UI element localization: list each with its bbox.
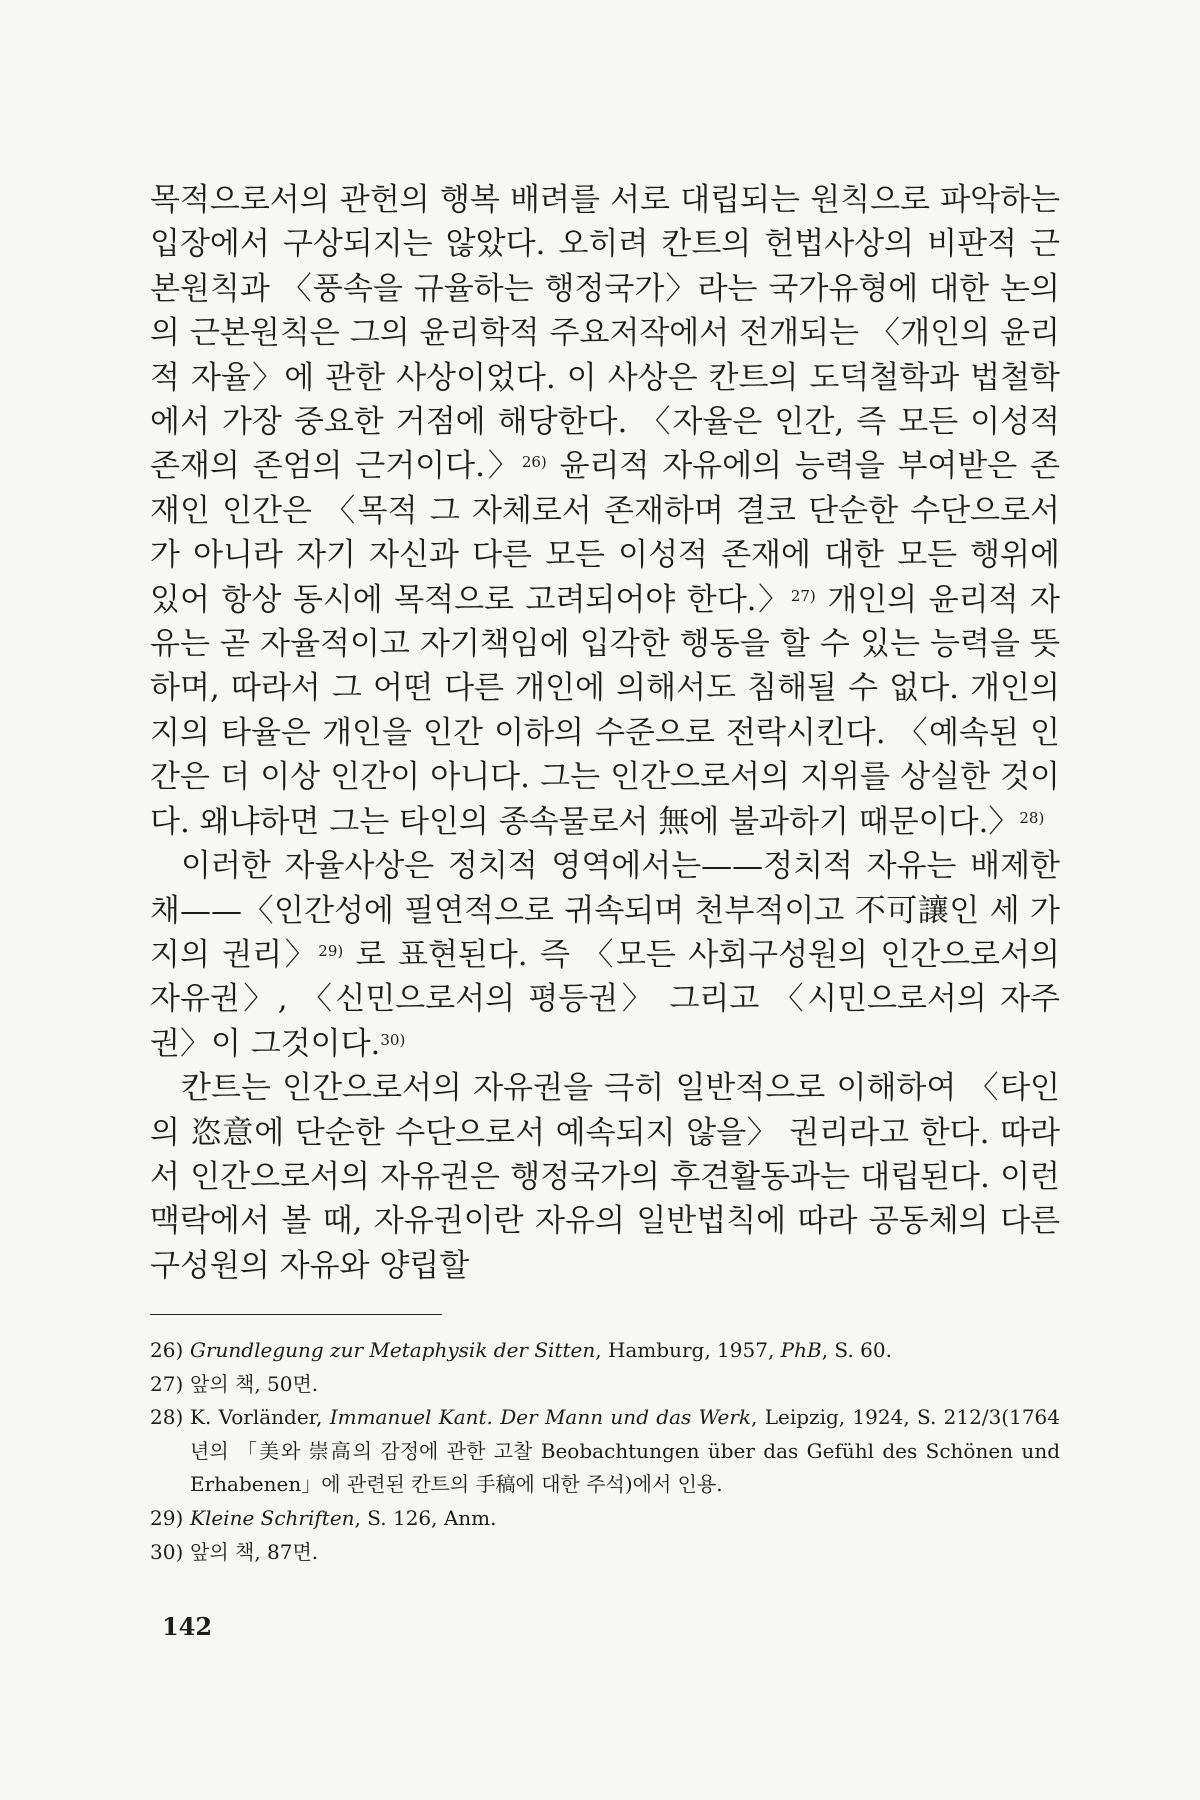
footnote-author: K. Vorländer,: [190, 1405, 330, 1430]
paragraph-1-text-b: 윤리적 자유에의 능력을 부여받은 존재인 인간은 〈목적 그 자체로서 존재하며 결코 단순한 수단으로서가 아니라 자기 자신과 다른 모든 이성적 존재에 대한 모든 행위에 있어 항상 동시에 목적으로 고려되어야 한다.〉: [150, 448, 1060, 618]
footnote-28: [150, 1401, 1060, 1502]
paragraph-3: [150, 1066, 1060, 1288]
footnote-26: [150, 1334, 1060, 1368]
footnote-number: 26): [150, 1338, 184, 1362]
footnote-number: 27): [150, 1371, 184, 1396]
footnote-text: , Hamburg, 1957,: [595, 1338, 781, 1362]
footnote-divider: [150, 1314, 442, 1315]
main-text: [150, 178, 1060, 1288]
footnote-title: Kleine Schriften: [190, 1505, 355, 1530]
footnote-ref-26: 26): [521, 453, 547, 472]
paragraph-1-text-c: 개인의 윤리적 자유는 곧 자율적이고 자기책임에 입각한 행동을 할 수 있는 능력을 뜻하며, 따라서 그 어떤 다른 개인에 의해서도 침해될 수 없다. 개인의지의 타율은 개인을 인간 이하의 수준으로 전락시킨다. 〈예속된 인간은 더 이상 인간이 아니다. 그는 인간으로서의 지위를 상실한 것이다. 왜냐하면 그는 타인의 종속물로서 無에 불과하기 때문이다.〉: [150, 581, 1060, 840]
footnote-text: , S. 60.: [821, 1338, 892, 1362]
footnote-text: , S. 126, Anm.: [354, 1505, 497, 1530]
footnote-series: PhB: [780, 1338, 822, 1362]
footnote-number: 28): [150, 1405, 184, 1430]
footnote-ref-28: 28): [1019, 808, 1045, 827]
paragraph-3-text: 칸트는 인간으로서의 자유권을 극히 일반적으로 이해하여 〈타인의 恣意에 단순한 수단으로서 예속되지 않을〉 권리라고 한다. 따라서 인간으로서의 자유권은 행정국가의 후견활동과는 대립된다. 이런 맥락에서 볼 때, 자유권이란 자유의 일반법칙에 따라 공동체의 다른 구성원의 자유와 양립할: [150, 1070, 1060, 1284]
footnote-number: 30): [150, 1539, 184, 1564]
paragraph-1-text-a: 목적으로서의 관헌의 행복 배려를 서로 대립되는 원칙으로 파악하는 입장에서 구상되지는 않았다. 오히려 칸트의 헌법사상의 비판적 근본원칙과 〈풍속을 규율하는 행정국가〉라는 국가유형에 대한 논의의 근본원칙은 그의 윤리학적 주요저작에서 전개되는 〈개인의 윤리적 자율〉에 관한 사상이었다. 이 사상은 칸트의 도덕철학과 법철학에서 가장 중요한 거점에 해당한다. 〈자율은 인간, 즉 모든 이성적 존재의 존엄의 근거이다.〉: [150, 182, 1060, 485]
page-number: 142: [162, 1612, 213, 1641]
paragraph-2-text-a: 이러한 자율사상은 정치적 영역에서는——정치적 자유는 배제한 채——〈인간성에 필연적으로 귀속되며 천부적이고 不可讓인 세 가지의 권리〉: [150, 848, 1060, 973]
footnote-ref-29: 29): [318, 941, 344, 960]
paragraph-2-text-b: 로 표현된다. 즉 〈모든 사회구성원의 인간으로서의 자유권〉, 〈신민으로서의 평등권〉 그리고 〈시민으로서의 자주권〉이 그것이다.: [150, 936, 1060, 1062]
footnote-text: 앞의 책, 50면.: [190, 1371, 319, 1396]
footnote-title: Immanuel Kant. Der Mann und das Werk: [329, 1405, 752, 1430]
footnote-number: 29): [150, 1505, 184, 1530]
footnote-text: , Leipzig, 1924, S. 212/3(1764년의 「美와 崇高의 감정에 관한 고찰 Beobachtungen über das Gefühl des Schönen und Erhabenen」에 관련된 칸트의 手稿에 대한 주석)에서 인용.: [190, 1405, 1060, 1497]
footnote-text: 앞의 책, 87면.: [190, 1539, 319, 1564]
paragraph-1: [150, 178, 1060, 844]
paragraph-2: [150, 844, 1060, 1066]
footnote-29: [150, 1502, 1060, 1536]
footnote-ref-30: 30): [380, 1030, 406, 1049]
footnotes-list: [150, 1334, 1060, 1569]
footnote-30: [150, 1536, 1060, 1570]
footnote-title: Grundlegung zur Metaphysik der Sitten: [190, 1338, 596, 1362]
footnote-27: [150, 1368, 1060, 1402]
footnote-ref-27: 27): [790, 586, 816, 605]
